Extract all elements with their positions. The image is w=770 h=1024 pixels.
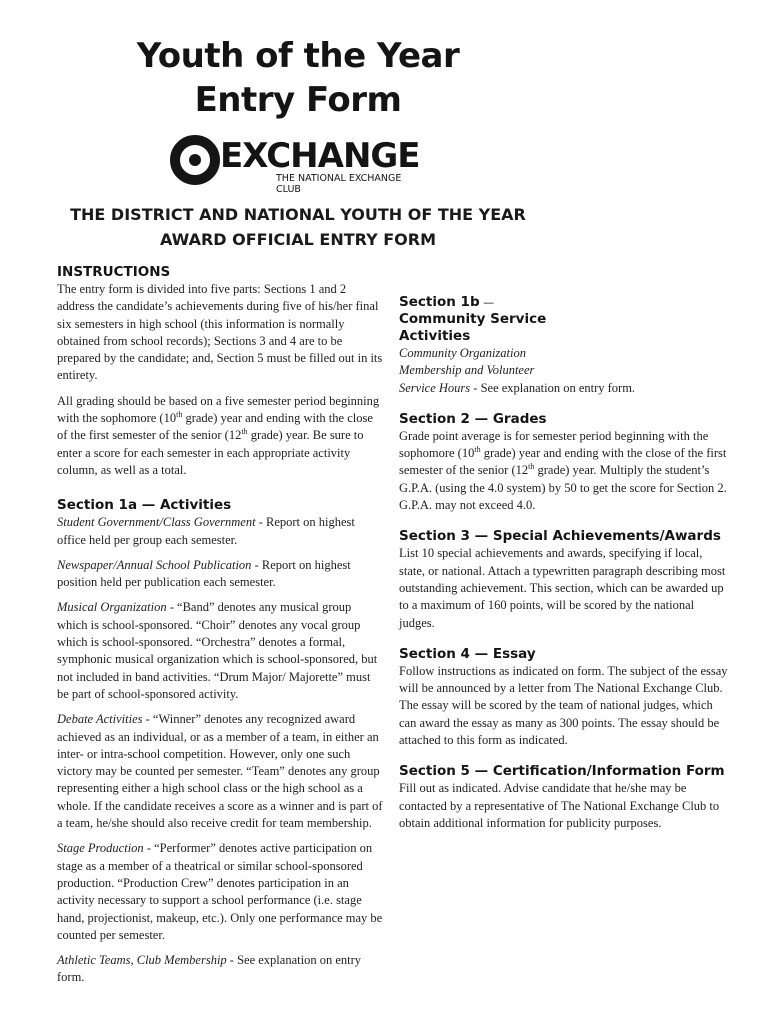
form-heading-line2: AWARD OFFICIAL ENTRY FORM [159,230,436,249]
instructions-title: INSTRUCTIONS [57,264,171,280]
logo-subtitle: THE NATIONAL EXCHANGE CLUB [276,173,402,195]
section-1b-line: Service Hours - See explanation on entry form. [399,380,636,395]
exchange-club-logo [170,135,420,195]
section-5-text: Fill out as indicated. Advise candidate that he/she may be contacted by a representative of The National Exchange Club to obtain additional information for publicity purposes. [399,781,720,830]
instructions-paragraph-2: All grading should be based on a five semester period beginning with the sophomore (10th grade) year and ending with the close of the first semester of the senior (12th grade) year. Be sure to enter a score for each semester in each appropriate activity column, as well as a total. [57,393,380,477]
section-1a-title: Section 1a — Activities [57,497,232,514]
section-3-title: Section 3 — Special Achievements/Awards [399,528,721,545]
section-1a-item: Debate Activities - “Winner” denotes any recognized award achieved as an individual, or as a member of a team, in either an inter- or intra-school competition. However, only one such victory may be counted per semester. “Team” denotes any group representing either a high school class or the high school as a whole. If the candidate receives a score as a winner and is part of a team, he/she should also receive credit for team membership. [57,712,383,831]
form-title-line1: Youth of the Year [136,36,460,76]
section-1a-item: Newspaper/Annual School Publication - Report on highest position held per publication each semester. [57,557,351,590]
section-4-title: Section 4 — Essay [399,645,536,662]
form-title-line2: Entry Form [194,80,402,120]
section-2-title: Section 2 — Grades [399,410,547,427]
left-column [57,264,383,987]
section-1a-item: Student Government/Class Government - Report on highest office held per group each semester. [57,515,355,547]
logo-wordmark: EXCHANGE [220,136,420,176]
section-1a-item: Athletic Teams, Club Membership - See explanation on entry form. [57,953,362,985]
section-2-text: Grade point average is for semester period beginning with the sophomore (10th grade) year and ending with the close of the first semester of the senior (12th grade) year. Multiply the student’s G.P.A. (using the 4.0 system) by 50 to get the score for Section 2. G.P.A. may not exceed 4.0. [399,428,727,513]
form-heading-line1: THE DISTRICT AND NATIONAL YOUTH OF THE YEAR [70,205,526,224]
section-4-text: Follow instructions as indicated on form. The subject of the essay will be announced by a letter from The National Exchange Club. The essay will be scored by the team of national judges, which can award the essay as many as 300 points. The essay should be attached to this form as indicated. [399,663,728,748]
form-heading [0,202,596,252]
section-1b-line: Community Organization [399,346,526,360]
instructions-paragraph-1: The entry form is divided into five parts: Sections 1 and 2 address the candidate’s achievements during five of his/her final six semesters in high school (this information is normally obtained from school records); Sections 3 and 4 are to be prepared by the candidate; and, Section 5 must be filled out in its entirety. [57,282,383,383]
section-1a-item: Stage Production - “Performer” denotes active participation on stage as a member of a theatrical or similar school-sponsored production. “Production Crew” denotes participation in an activity necessary to support a school performance (i.e. stage hand, projectionist, makeup, etc.). Only one performance may be counted per semester. [57,841,383,942]
section-1b-title: Section 1b — Community Service Activities [399,294,547,344]
form-title [0,34,596,122]
section-1a-item: Musical Organization - “Band” denotes any musical group which is school-sponsored. “Choir” denotes any vocal group which is school-sponsored. “Orchestra” denotes a formal, symphonic musical organization which is school-sponsored, but not included in band activities. “Drum Major/ Majorette” must be part of school-sponsored activity. [57,600,378,701]
exchange-seal-icon [170,135,220,185]
section-5-title: Section 5 — Certification/Information Form [399,763,725,780]
right-column [399,294,729,832]
section-1b-line: Membership and Volunteer [399,363,535,378]
section-3-text: List 10 special achievements and awards, specifying if local, state, or national. Attach a typewritten paragraph describing most outstanding achievement. This section, which can be awarded up to a maximum of 160 points, will be scored by the national judges. [399,546,726,630]
